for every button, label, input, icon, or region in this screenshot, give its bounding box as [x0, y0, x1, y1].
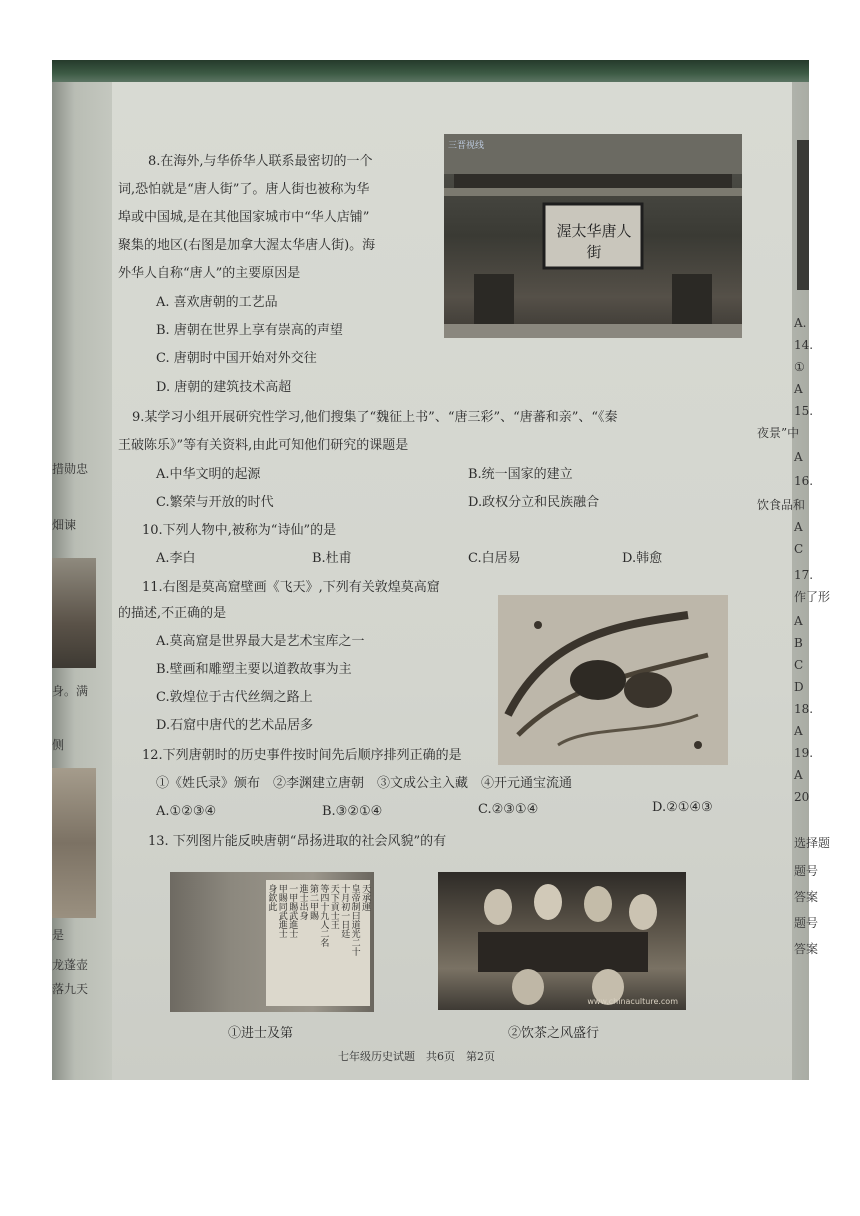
chinatown-sign-text: 渥太华唐人街 [556, 222, 632, 261]
q11-option-b: B.壁画和雕塑主要以道教故事为主 [156, 662, 352, 677]
right-page-fragment: 饮食品和 [757, 498, 806, 512]
q12-option-d: D.②①④③ [652, 800, 713, 815]
tea-drinking-painting [438, 872, 686, 1010]
q8-option-d: D. 唐朝的建筑技术高超 [156, 380, 292, 395]
right-page-fragment: A [794, 768, 803, 782]
q8-line: 外华人自称“唐人”的主要原因是 [118, 266, 301, 281]
q12-option-b: B.③②①④ [322, 804, 383, 819]
q8-line: 词,恐怕就是“唐人街”了。唐人街也被称为华 [118, 182, 370, 197]
mural-drawing [498, 595, 728, 765]
q12-option-a: A.①②③④ [156, 804, 217, 819]
left-page-fragment: 龙蓬壶 [52, 958, 89, 972]
scroll-column: 一甲賜武進士 [287, 884, 298, 938]
q9-line: 王破陈乐》”等有关资料,由此可知他们研究的课题是 [118, 438, 409, 453]
q11-option-a: A.莫高窟是世界最大是艺术宝库之一 [156, 634, 365, 649]
right-page-fragment: 20 [794, 790, 810, 804]
green-table-edge [52, 60, 809, 82]
q9-option-c: C.繁荣与开放的时代 [156, 495, 274, 510]
right-page-fragment: A [794, 614, 803, 628]
q12-option-c: C.②③①④ [478, 802, 539, 817]
q8-line: 8.在海外,与华侨华人联系最密切的一个 [148, 154, 373, 169]
scroll-column: 天下貢士王 [328, 884, 339, 929]
left-page-image [52, 558, 96, 668]
tea-painting-drawing [438, 872, 686, 1010]
left-page-fragment: 落九天 [52, 982, 89, 996]
right-page-fragment: 14. [794, 338, 814, 352]
scroll-column: 第二甲賜 [307, 884, 318, 920]
right-page-fragment: C [794, 658, 804, 672]
q8-option-a: A. 喜欢唐朝的工艺品 [156, 295, 278, 310]
left-page-fragment: 畑谏 [52, 518, 77, 532]
left-page-image [52, 768, 96, 918]
right-page-fragment: A [794, 382, 803, 396]
right-page-fragment: 答案 [794, 890, 819, 904]
q11-line: 11.右图是莫高窟壁画《飞天》,下列有关敦煌莫高窟 [142, 580, 440, 595]
q13-stem: 13. 下列图片能反映唐朝“昂扬进取的社会风貌”的有 [148, 834, 447, 849]
q10-option-a: A.李白 [156, 551, 196, 566]
right-page-image [797, 140, 809, 290]
exam-page [112, 82, 792, 1080]
right-page-fragment: 题号 [794, 864, 819, 878]
scroll-column: 十月初一日廷 [339, 884, 350, 938]
right-page-fragment: 15. [794, 404, 814, 418]
right-page-fragment: B [794, 636, 803, 650]
right-page-fragment: C [794, 542, 804, 556]
q10-option-d: D.韩愈 [622, 551, 663, 566]
q11-option-c: C.敦煌位于古代丝绸之路上 [156, 690, 313, 705]
scroll-column: 皇帝制曰道光二十 [349, 884, 360, 956]
right-page-fragment: D [794, 680, 804, 694]
photo-watermark: 三晋视线 [448, 141, 485, 151]
right-page-fragment: 18. [794, 702, 814, 716]
right-page-fragment: 作了形 [794, 590, 831, 604]
q12-events: ①《姓氏录》颁布 ②李渊建立唐朝 ③文成公主入藏 ④开元通宝流通 [156, 776, 573, 791]
right-page-fragment: 16. [794, 474, 814, 488]
q10-stem: 10.下列人物中,被称为“诗仙”的是 [142, 523, 337, 538]
q11-line: 的描述,不正确的是 [118, 606, 227, 621]
right-page-fragment: 17. [794, 568, 814, 582]
q8-option-b: B. 唐朝在世界上享有崇高的声望 [156, 323, 343, 338]
right-page-fragment: 答案 [794, 942, 819, 956]
q9-line: 9.某学习小组开展研究性学习,他们搜集了“魏征上书”、“唐三彩”、“唐蕃和亲”、“《秦 [132, 410, 618, 425]
photo-background [52, 60, 831, 1080]
left-page-fragment: 措勋忠 [52, 462, 89, 476]
right-page-fragment: 夜景”中 [757, 426, 800, 440]
right-page-fragment: A [794, 724, 803, 738]
scroll-column: 進士出身 [297, 884, 308, 920]
right-page-fragment: A [794, 520, 803, 534]
scroll-column: 等四十九人二名 [318, 884, 329, 947]
painting-watermark: www.chinaculture.com [587, 997, 678, 1006]
q10-option-b: B.杜甫 [312, 551, 352, 566]
right-page-fragment: 选择题 [794, 836, 831, 850]
imperial-exam-scroll [170, 872, 374, 1012]
right-page-fragment: A. [794, 316, 807, 330]
q11-option-d: D.石窟中唐代的艺术品居多 [156, 718, 314, 733]
q9-option-b: B.统一国家的建立 [468, 467, 573, 482]
flying-apsaras-mural [498, 595, 728, 765]
q9-option-a: A.中华文明的起源 [156, 467, 261, 482]
q10-option-c: C.白居易 [468, 551, 521, 566]
scroll-column: 身欽此 [266, 884, 277, 911]
q8-line: 埠或中国城,是在其他国家城市中“华人店铺” [118, 210, 370, 225]
right-page-fragment: 19. [794, 746, 814, 760]
scroll-column: 天承運 [359, 884, 370, 911]
q8-option-c: C. 唐朝时中国开始对外交往 [156, 351, 317, 366]
page-footer: 七年级历史试题 共6页 第2页 [338, 1050, 495, 1063]
q12-stem: 12.下列唐朝时的历史事件按时间先后顺序排列正确的是 [142, 748, 462, 763]
left-page-fragment: 侧 [52, 738, 65, 752]
right-page-fragment: ① [794, 360, 805, 374]
q9-option-d: D.政权分立和民族融合 [468, 495, 600, 510]
q8-line: 聚集的地区(右图是加拿大渥太华唐人街)。海 [118, 238, 376, 253]
right-page-fragment: A [794, 450, 803, 464]
q13-caption-2: ②饮茶之风盛行 [508, 1026, 600, 1041]
left-page-fragment: 身。满 [52, 684, 89, 698]
chinatown-gate-photo [444, 134, 742, 338]
scroll-paper [266, 880, 370, 1006]
q13-caption-1: ①进士及第 [228, 1026, 294, 1041]
right-page-fragment: 题号 [794, 916, 819, 930]
scroll-column: 甲賜同武進士 [276, 884, 287, 938]
left-page-fragment: 是 [52, 928, 65, 942]
